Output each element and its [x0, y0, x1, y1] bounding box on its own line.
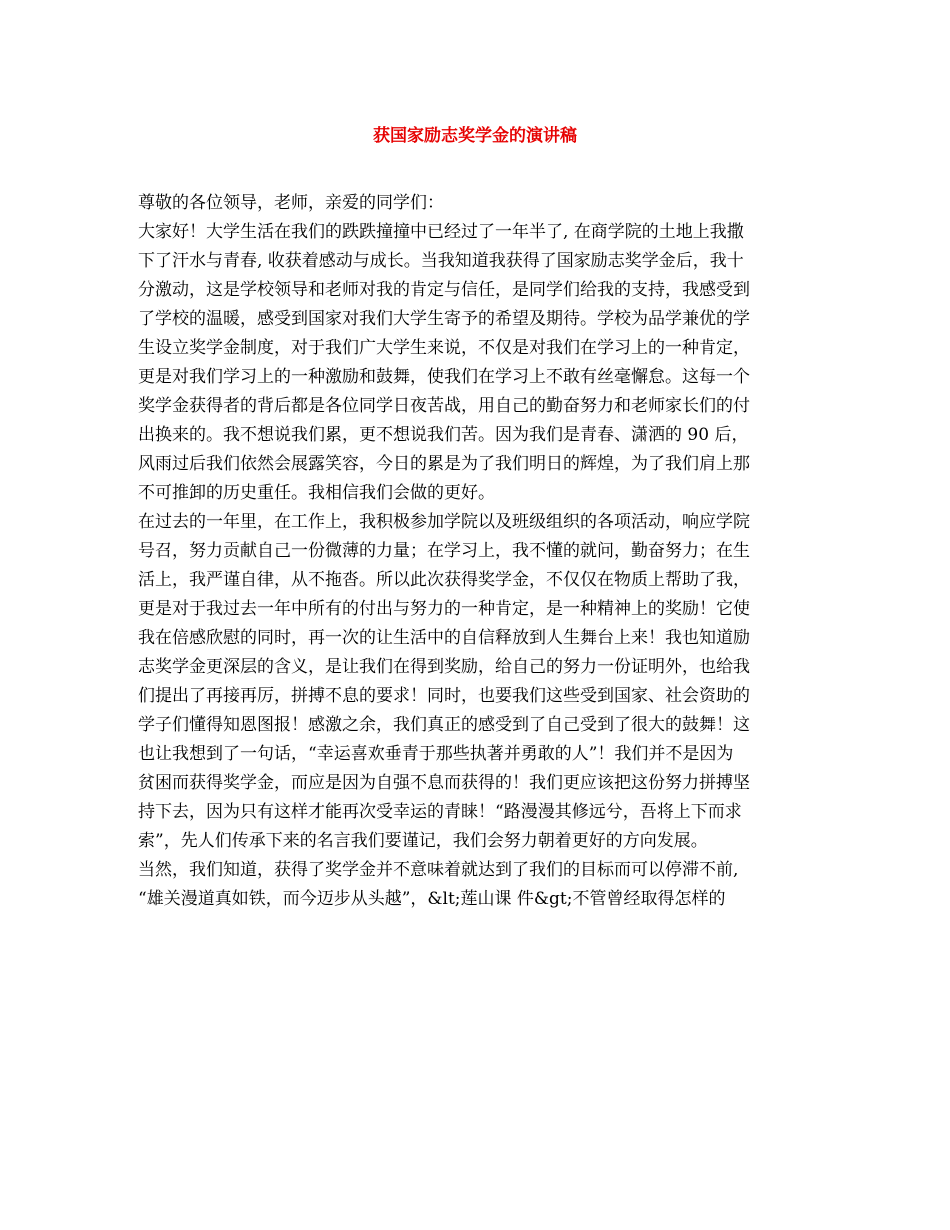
- body-line: 下了汗水与青春, 收获着感动与成长。当我知道我获得了国家励志奖学金后，我十: [138, 251, 744, 271]
- body-line: 持下去，因为只有这样才能再次受幸运的青睐！“路漫漫其修远兮，吾将上下而求: [138, 802, 742, 822]
- body-line: 号召，努力贡献自己一份微薄的力量；在学习上，我不懂的就问，勤奋努力；在生: [138, 541, 750, 561]
- body-line: 奖学金获得者的背后都是各位同学日夜苦战，用自己的勤奋努力和老师家长们的付: [138, 396, 750, 416]
- body-line: 志奖学金更深层的含义，是让我们在得到奖励，给自己的努力一份证明外，也给我: [138, 657, 750, 677]
- document-body: [138, 189, 818, 914]
- body-line: 更是对我们学习上的一种激励和鼓舞，使我们在学习上不敢有丝毫懈怠。这每一个: [138, 367, 750, 387]
- body-line: 学子们懂得知恩图报！感激之余，我们真正的感受到了自己受到了很大的鼓舞！这: [138, 715, 750, 735]
- body-line: 生设立奖学金制度，对于我们广大学生来说，不仅是对我们在学习上的一种肯定，: [138, 338, 750, 358]
- body-line: 我在倍感欣慰的同时，再一次的让生活中的自信释放到人生舞台上来！我也知道励: [138, 628, 750, 648]
- body-line: 贫困而获得奖学金，而应是因为自强不息而获得的！我们更应该把这份努力拼搏坚: [138, 773, 750, 793]
- body-line: 风雨过后我们依然会展露笑容，今日的累是为了我们明日的辉煌，为了我们肩上那: [138, 454, 750, 474]
- body-line: 更是对于我过去一年中所有的付出与努力的一种肯定，是一种精神上的奖励！它使: [138, 599, 750, 619]
- body-line: 出换来的。我不想说我们累，更不想说我们苦。因为我们是青春、潇洒的 90 后，: [138, 425, 749, 445]
- body-line: 了学校的温暖，感受到国家对我们大学生寄予的希望及期待。学校为品学兼优的学: [138, 309, 750, 329]
- body-line: 不可推卸的历史重任。我相信我们会做的更好。: [138, 483, 495, 503]
- body-line: 们提出了再接再厉，拼搏不息的要求！同时，也要我们这些受到国家、社会资助的: [138, 686, 750, 706]
- body-line: 分激动，这是学校领导和老师对我的肯定与信任，是同学们给我的支持，我感受到: [138, 280, 750, 300]
- body-line: 当然，我们知道，获得了奖学金并不意味着就达到了我们的目标而可以停滞不前,: [138, 860, 739, 880]
- body-line: 在过去的一年里，在工作上，我积极参加学院以及班级组织的各项活动，响应学院: [138, 512, 750, 532]
- document-title: 获国家励志奖学金的演讲稿: [373, 126, 577, 146]
- body-line: 大家好！大学生活在我们的跌跌撞撞中已经过了一年半了, 在商学院的土地上我撒: [138, 222, 744, 242]
- body-line: 也让我想到了一句话，“幸运喜欢垂青于那些执著并勇敢的人”！我们并不是因为: [138, 744, 734, 764]
- body-line: 尊敬的各位领导，老师，亲爱的同学们：: [138, 193, 444, 213]
- body-line: 活上，我严谨自律，从不拖沓。所以此次获得奖学金，不仅仅在物质上帮助了我，: [138, 570, 750, 590]
- body-line: 索”，先人们传承下来的名言我们要谨记，我们会努力朝着更好的方向发展。: [138, 831, 708, 851]
- body-line: “雄关漫道真如铁，而今迈步从头越”，&lt;莲山课 件&gt;不管曾经取得怎样的: [138, 889, 726, 909]
